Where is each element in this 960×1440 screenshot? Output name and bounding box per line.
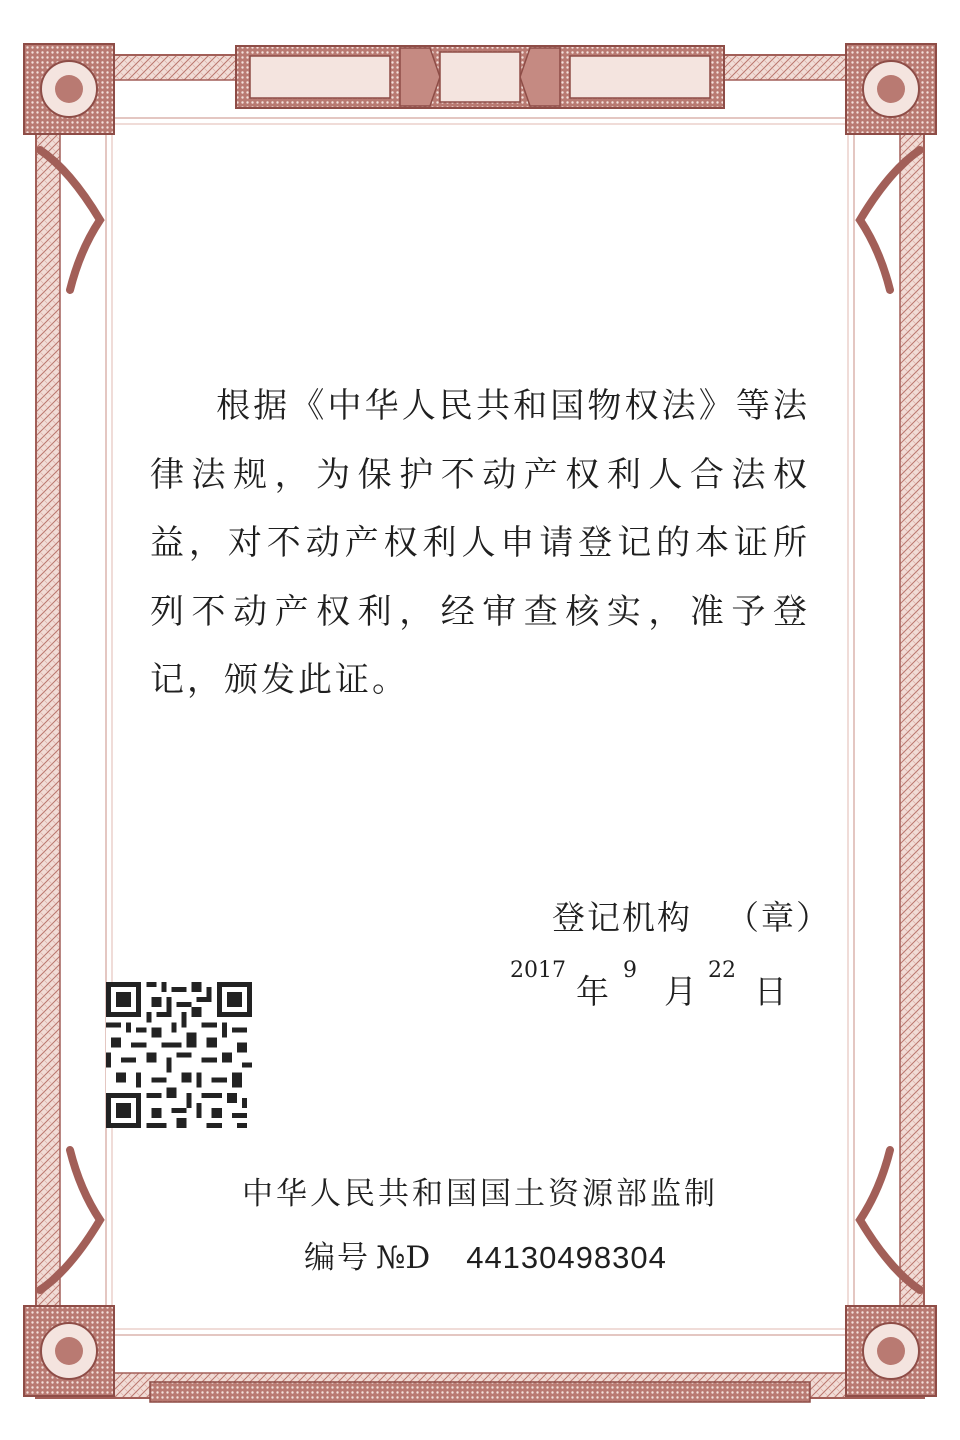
serial-number xyxy=(304,1232,667,1277)
date-day: 22 xyxy=(708,958,736,983)
serial-prefix: №D xyxy=(376,1240,431,1276)
authority-line xyxy=(552,892,831,939)
date-month-unit: 月 xyxy=(664,972,697,1011)
top-cartouche-ornament xyxy=(236,46,724,108)
paragraph-text: 根据《中华人民共和国物权法》等法律法规，为保护不动产权利人合法权益，对不动产权利人申请登记的本证所列不动产权利，经审查核实，准予登记，颁发此证。 xyxy=(150,386,810,700)
date-day-unit: 日 xyxy=(754,972,787,1011)
serial-label: 编号 xyxy=(304,1240,370,1276)
serial-value: 44130498304 xyxy=(466,1240,667,1275)
bottom-cartouche-ornament xyxy=(150,1382,810,1402)
authority-label: 登记机构 xyxy=(552,898,692,937)
issuer-text: 中华人民共和国国土资源部监制 xyxy=(242,1176,718,1212)
date-year-unit: 年 xyxy=(576,972,609,1011)
date-month: 9 xyxy=(623,958,637,983)
qr-code-icon xyxy=(106,982,252,1128)
seal-label: （章） xyxy=(726,898,831,937)
certificate-paragraph xyxy=(150,372,810,715)
date-year: 2017 xyxy=(510,958,566,983)
